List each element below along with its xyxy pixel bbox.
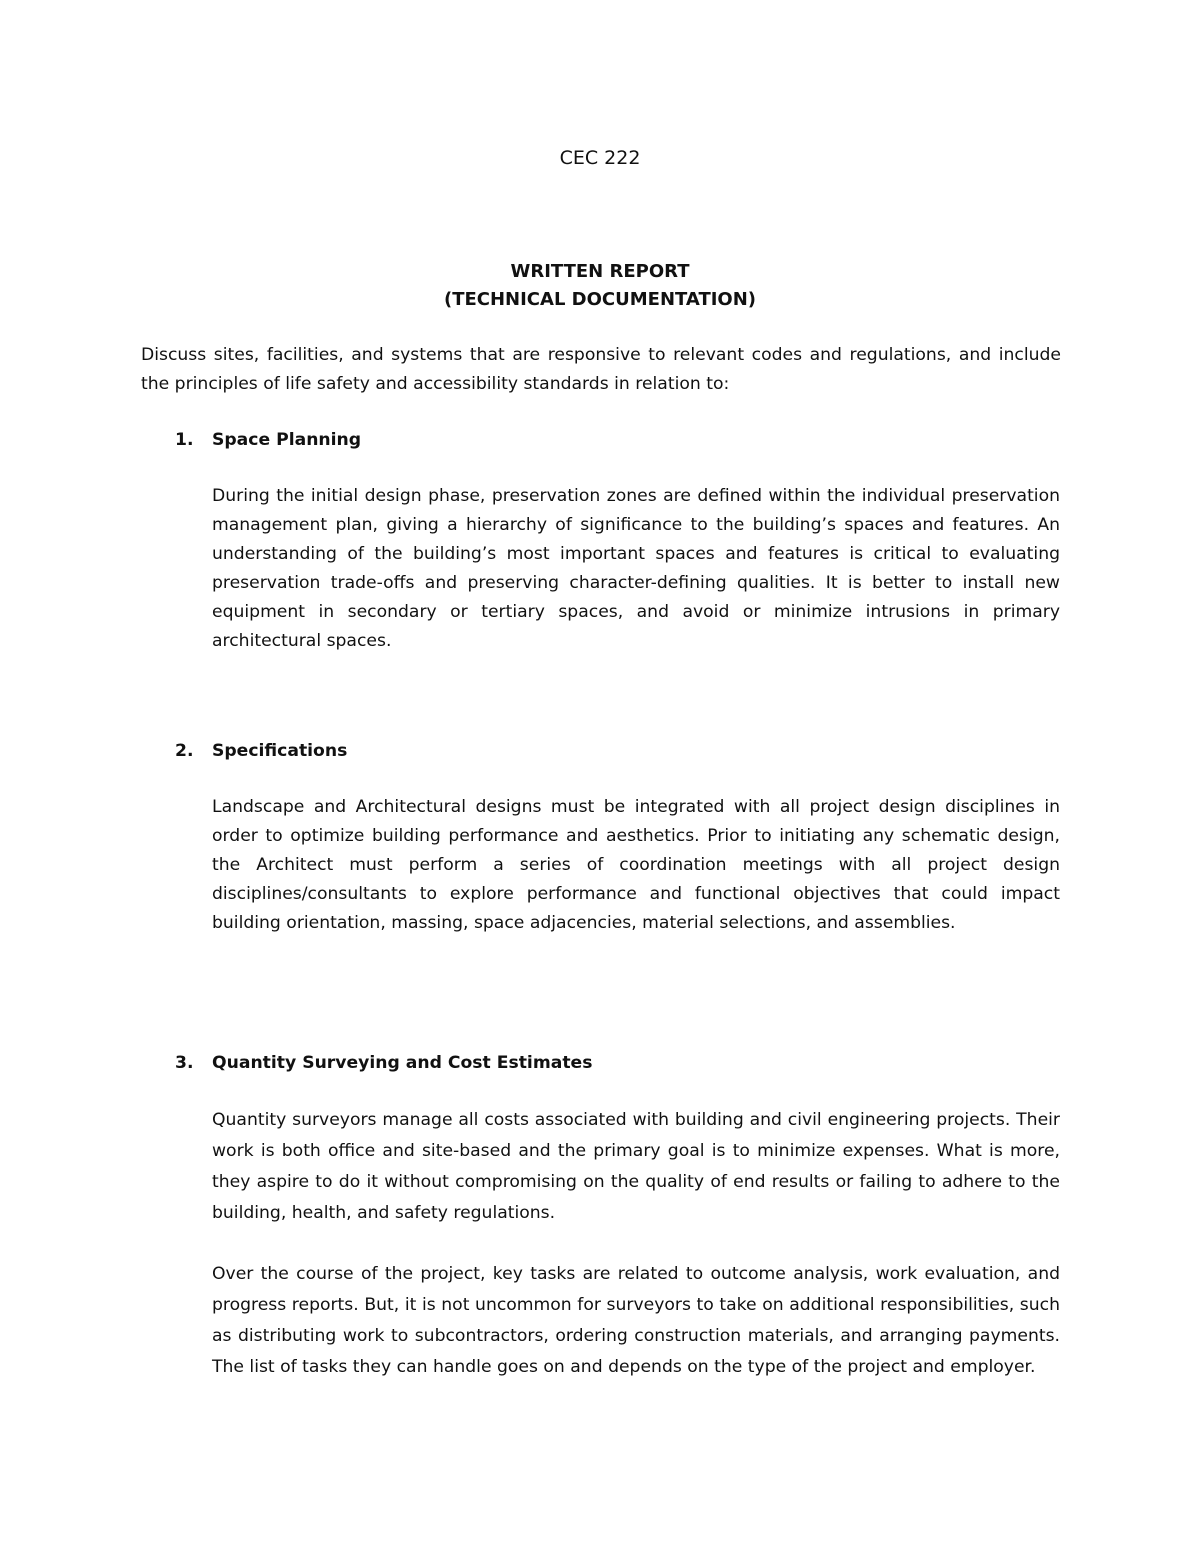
section-number: 1. [175, 430, 194, 450]
section-heading-quantity-surveying [175, 1050, 592, 1076]
section-paragraph-quantity-surveying-2: Over the course of the project, key tasks are related to outcome analysis, work evaluation, and progress reports. But, it is not uncommon for surveyors to take on additional responsibilities, such as distributing work to subcontractors, ordering construction materials, and arranging payments. The list of tasks they can handle goes on and depends on the type of the project and employer. [212, 1264, 1060, 1377]
section-heading-space-planning [175, 427, 361, 453]
section-title: Quantity Surveying and Cost Estimates [212, 1053, 593, 1073]
report-title-line-1: WRITTEN REPORT [510, 261, 690, 282]
section-title: Space Planning [212, 430, 362, 450]
intro-paragraph: Discuss sites, facilities, and systems that are responsive to relevant codes and regulations, and include the principles of life safety and accessibility standards in relation to: [141, 345, 1061, 394]
section-heading-specifications [175, 738, 347, 764]
report-title [0, 258, 1200, 314]
course-code: CEC 222 [559, 147, 641, 169]
section-number: 3. [175, 1053, 194, 1073]
section-title: Specifications [212, 741, 348, 761]
section-number: 2. [175, 741, 194, 761]
section-paragraph-specifications: Landscape and Architectural designs must be integrated with all project design disciplines in order to optimize building performance and aesthetics. Prior to initiating any schematic design, the Architect must perform a series of coordination meetings with all project design disciplines/consultants to explore performance and functional objectives that could impact building orientation, massing, space adjacencies, material selections, and assemblies. [212, 797, 1060, 933]
report-title-line-2: (TECHNICAL DOCUMENTATION) [443, 289, 757, 310]
section-paragraph-space-planning: During the initial design phase, preservation zones are defined within the individual preservation management plan, giving a hierarchy of significance to the building’s spaces and features. An understanding of the building’s most important spaces and features is critical to evaluating preservation trade-offs and preserving character-defining qualities. It is better to install new equipment in secondary or tertiary spaces, and avoid or minimize intrusions in primary architectural spaces. [212, 486, 1060, 651]
section-paragraph-quantity-surveying-1: Quantity surveyors manage all costs associated with building and civil engineering projects. Their work is both office and site-based and the primary goal is to minimize expenses. What is more, they aspire to do it without compromising on the quality of end results or failing to adhere to the building, health, and safety regulations. [212, 1110, 1060, 1223]
